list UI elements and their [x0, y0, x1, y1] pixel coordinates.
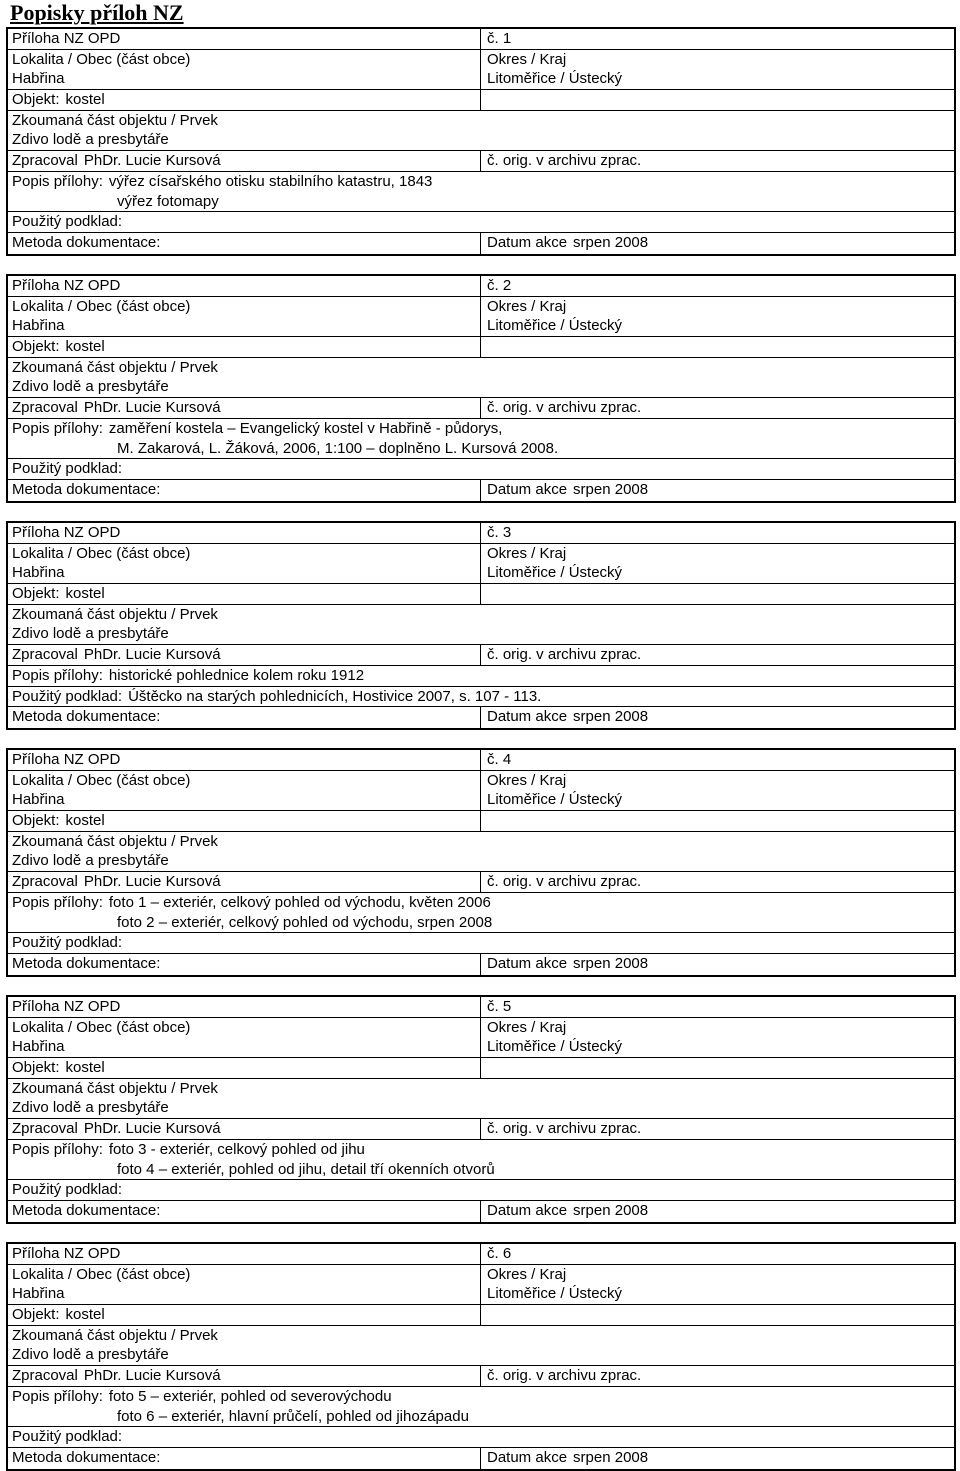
orig-label: č. orig. v archivu zprac.	[487, 399, 642, 417]
row-objekt	[8, 1305, 954, 1326]
row-prvek	[8, 605, 954, 645]
popis-value: foto 5 – exteriér, pohled od severovýchodu	[108, 1387, 392, 1405]
objekt-value: kostel	[65, 1059, 105, 1077]
objekt-value: kostel	[65, 338, 105, 356]
column-divider	[480, 584, 481, 604]
okres-label: Okres / Kraj	[487, 771, 567, 789]
row-lokalita	[8, 1018, 954, 1058]
popis-value: výřez císařského otisku stabilního katastru, 1843	[108, 172, 433, 190]
lokalita-label: Lokalita / Obec (část obce)	[12, 1265, 191, 1283]
okres-cell	[487, 297, 622, 336]
row-metoda	[8, 954, 954, 975]
objekt-value: kostel	[65, 585, 105, 603]
datum-cell	[487, 233, 648, 253]
zpracoval-cell	[12, 872, 221, 892]
row-objekt	[8, 337, 954, 358]
metoda-label: Metoda dokumentace:	[12, 1201, 161, 1219]
row-lokalita	[8, 50, 954, 90]
metoda-label: Metoda dokumentace:	[12, 480, 161, 498]
popis-line2: výřez fotomapy	[117, 192, 219, 210]
row-priloha	[8, 750, 954, 771]
zpracoval-cell	[12, 398, 221, 418]
prvek-cell	[12, 832, 218, 871]
zpracoval-cell	[12, 151, 221, 171]
datum-value: srpen 2008	[573, 708, 649, 726]
row-popis	[8, 1140, 954, 1180]
datum-label: Datum akce	[487, 233, 568, 251]
zpracoval	[12, 646, 221, 663]
zpracoval-value: PhDr. Lucie Kursová	[83, 873, 221, 891]
column-divider	[480, 997, 481, 1017]
okres-value: Litoměřice / Ústecký	[487, 791, 623, 809]
zpracoval-label: Zpracoval	[12, 152, 78, 170]
popis-line2: M. Zakarová, L. Žáková, 2006, 1:100 – doplněno L. Kursová 2008.	[117, 439, 559, 457]
column-divider	[480, 1119, 481, 1139]
popis	[12, 1388, 392, 1405]
datum-cell	[487, 1448, 648, 1468]
row-podklad	[8, 933, 954, 954]
page-title: Popisky příloh NZ	[10, 0, 184, 25]
zpracoval-label: Zpracoval	[12, 1367, 78, 1385]
obec-value: Habřina	[12, 564, 65, 582]
prvek-cell	[12, 358, 218, 397]
datum-label: Datum akce	[487, 954, 568, 972]
row-popis	[8, 893, 954, 933]
lokalita-cell	[12, 1265, 190, 1304]
priloha-label: Příloha NZ OPD	[12, 1245, 121, 1262]
popis-cell	[12, 419, 558, 458]
lokalita-label: Lokalita / Obec (část obce)	[12, 297, 191, 315]
okres-value: Litoměřice / Ústecký	[487, 564, 623, 582]
metoda-label: Metoda dokumentace:	[12, 233, 161, 251]
lokalita-label: Lokalita / Obec (část obce)	[12, 1018, 191, 1036]
attachment-block	[6, 1242, 956, 1471]
prvek-value: Zdivo lodě a presbytáře	[12, 852, 169, 870]
okres-value: Litoměřice / Ústecký	[487, 70, 623, 88]
row-zpracoval	[8, 1119, 954, 1140]
priloha-number: č. 5	[487, 998, 512, 1015]
orig-label: č. orig. v archivu zprac.	[487, 873, 642, 891]
zpracoval	[12, 152, 221, 169]
obec-value: Habřina	[12, 317, 65, 335]
lokalita-cell	[12, 544, 190, 583]
zpracoval-value: PhDr. Lucie Kursová	[83, 152, 221, 170]
zpracoval	[12, 399, 221, 416]
column-divider	[480, 276, 481, 296]
column-divider	[480, 523, 481, 543]
attachment-block	[6, 748, 956, 977]
popis-value: foto 3 - exteriér, celkový pohled od jihu	[108, 1140, 365, 1158]
popis-cell	[12, 1387, 469, 1426]
podklad	[12, 934, 122, 951]
datum-value: srpen 2008	[573, 233, 649, 251]
popis-cell	[12, 172, 432, 211]
row-zpracoval	[8, 645, 954, 666]
podklad-cell	[12, 1180, 122, 1200]
objekt	[12, 1059, 105, 1076]
obec-value: Habřina	[12, 791, 65, 809]
row-objekt	[8, 584, 954, 605]
podklad	[12, 460, 122, 477]
column-divider	[480, 811, 481, 831]
datum-value: srpen 2008	[573, 954, 649, 972]
metoda-label: Metoda dokumentace:	[12, 708, 161, 726]
objekt-label: Objekt:	[12, 338, 60, 356]
popis	[12, 420, 502, 437]
objekt-label: Objekt:	[12, 812, 60, 830]
row-zpracoval	[8, 151, 954, 172]
priloha-label: Příloha NZ OPD	[12, 751, 121, 768]
lokalita-label: Lokalita / Obec (část obce)	[12, 50, 191, 68]
row-objekt	[8, 1058, 954, 1079]
objekt-cell	[12, 1305, 105, 1325]
zpracoval-label: Zpracoval	[12, 646, 78, 664]
popis-value: zaměření kostela – Evangelický kostel v Habřině - půdorys,	[108, 419, 503, 437]
column-divider	[480, 29, 481, 49]
okres-cell	[487, 1018, 622, 1057]
priloha-number: č. 4	[487, 751, 512, 768]
zpracoval	[12, 873, 221, 890]
objekt	[12, 585, 105, 602]
zpracoval-value: PhDr. Lucie Kursová	[83, 1120, 221, 1138]
prvek-value: Zdivo lodě a presbytáře	[12, 1099, 169, 1117]
objekt-value: kostel	[65, 1306, 105, 1324]
row-prvek	[8, 832, 954, 872]
datum-cell	[487, 1201, 648, 1221]
podklad-label: Použitý podklad:	[12, 213, 123, 231]
popis-label: Popis přílohy:	[12, 1387, 103, 1405]
okres-label: Okres / Kraj	[487, 1018, 567, 1036]
objekt-value: kostel	[65, 91, 105, 109]
okres-value: Litoměřice / Ústecký	[487, 317, 623, 335]
priloha-label: Příloha NZ OPD	[12, 30, 121, 47]
podklad	[12, 1181, 122, 1198]
priloha-number: č. 2	[487, 277, 512, 294]
popis-label: Popis přílohy:	[12, 172, 103, 190]
popis	[12, 173, 432, 190]
priloha-label: Příloha NZ OPD	[12, 524, 121, 541]
row-lokalita	[8, 544, 954, 584]
prvek-label: Zkoumaná část objektu / Prvek	[12, 832, 218, 850]
priloha-number: č. 3	[487, 524, 512, 541]
objekt-label: Objekt:	[12, 585, 60, 603]
objekt	[12, 812, 105, 829]
zpracoval-label: Zpracoval	[12, 873, 78, 891]
priloha-label: Příloha NZ OPD	[12, 277, 121, 294]
row-podklad	[8, 459, 954, 480]
row-objekt	[8, 90, 954, 111]
popis-line2: foto 2 – exteriér, celkový pohled od východu, srpen 2008	[117, 913, 493, 931]
okres-cell	[487, 771, 622, 810]
popis-label: Popis přílohy:	[12, 419, 103, 437]
column-divider	[480, 1058, 481, 1078]
lokalita-cell	[12, 297, 190, 336]
obec-value: Habřina	[12, 70, 65, 88]
prvek-value: Zdivo lodě a presbytáře	[12, 625, 169, 643]
datum-label: Datum akce	[487, 1448, 568, 1466]
zpracoval-cell	[12, 1366, 221, 1386]
popis-cell	[12, 1140, 495, 1179]
column-divider	[480, 398, 481, 418]
objekt-cell	[12, 584, 105, 604]
datum-cell	[487, 707, 648, 727]
row-lokalita	[8, 771, 954, 811]
objekt-value: kostel	[65, 812, 105, 830]
column-divider	[480, 233, 481, 254]
okres-value: Litoměřice / Ústecký	[487, 1285, 623, 1303]
column-divider	[480, 750, 481, 770]
podklad-label: Použitý podklad:	[12, 460, 123, 478]
zpracoval-cell	[12, 1119, 221, 1139]
row-popis	[8, 666, 954, 687]
row-priloha	[8, 523, 954, 544]
zpracoval	[12, 1120, 221, 1137]
zpracoval-label: Zpracoval	[12, 1120, 78, 1138]
row-metoda	[8, 1201, 954, 1222]
okres-cell	[487, 544, 622, 583]
row-metoda	[8, 1448, 954, 1469]
lokalita-label: Lokalita / Obec (část obce)	[12, 544, 191, 562]
prvek-cell	[12, 605, 218, 644]
metoda-label: Metoda dokumentace:	[12, 1448, 161, 1466]
prvek-label: Zkoumaná část objektu / Prvek	[12, 358, 218, 376]
row-podklad	[8, 212, 954, 233]
datum	[487, 481, 648, 498]
objekt-cell	[12, 337, 105, 357]
popis-value: historické pohlednice kolem roku 1912	[108, 666, 365, 684]
podklad-label: Použitý podklad:	[12, 687, 123, 705]
attachment-block	[6, 274, 956, 503]
row-podklad	[8, 1180, 954, 1201]
datum	[487, 955, 648, 972]
attachment-block	[6, 521, 956, 730]
podklad-label: Použitý podklad:	[12, 1181, 123, 1199]
popis-label: Popis přílohy:	[12, 893, 103, 911]
prvek-label: Zkoumaná část objektu / Prvek	[12, 1326, 218, 1344]
objekt	[12, 91, 105, 108]
row-popis	[8, 1387, 954, 1427]
prvek-value: Zdivo lodě a presbytáře	[12, 131, 169, 149]
popis-label: Popis přílohy:	[12, 666, 103, 684]
attachment-block	[6, 27, 956, 256]
popis-cell	[12, 893, 492, 932]
row-priloha	[8, 29, 954, 50]
okres-label: Okres / Kraj	[487, 544, 567, 562]
lokalita-cell	[12, 771, 190, 810]
prvek-label: Zkoumaná část objektu / Prvek	[12, 111, 218, 129]
column-divider	[480, 1265, 481, 1304]
okres-label: Okres / Kraj	[487, 1265, 567, 1283]
datum-value: srpen 2008	[573, 1448, 649, 1466]
row-lokalita	[8, 297, 954, 337]
column-divider	[480, 151, 481, 171]
okres-cell	[487, 1265, 622, 1304]
orig-label: č. orig. v archivu zprac.	[487, 1120, 642, 1138]
podklad	[12, 688, 541, 705]
prvek-cell	[12, 111, 218, 150]
podklad-cell	[12, 687, 541, 707]
objekt-cell	[12, 1058, 105, 1078]
prvek-label: Zkoumaná část objektu / Prvek	[12, 1079, 218, 1097]
zpracoval-value: PhDr. Lucie Kursová	[83, 646, 221, 664]
prvek-cell	[12, 1079, 218, 1118]
row-podklad	[8, 687, 954, 708]
attachment-block	[6, 995, 956, 1224]
objekt-label: Objekt:	[12, 1059, 60, 1077]
row-prvek	[8, 1079, 954, 1119]
column-divider	[480, 645, 481, 665]
row-priloha	[8, 276, 954, 297]
popis-label: Popis přílohy:	[12, 1140, 103, 1158]
column-divider	[480, 50, 481, 89]
objekt	[12, 338, 105, 355]
column-divider	[480, 1448, 481, 1469]
podklad-cell	[12, 459, 122, 479]
row-prvek	[8, 358, 954, 398]
datum-label: Datum akce	[487, 480, 568, 498]
datum	[487, 708, 648, 725]
datum	[487, 1202, 648, 1219]
row-popis	[8, 419, 954, 459]
column-divider	[480, 544, 481, 583]
column-divider	[480, 872, 481, 892]
column-divider	[480, 1305, 481, 1325]
column-divider	[480, 337, 481, 357]
row-zpracoval	[8, 398, 954, 419]
column-divider	[480, 954, 481, 975]
zpracoval-label: Zpracoval	[12, 399, 78, 417]
popis	[12, 1141, 365, 1158]
podklad	[12, 213, 122, 230]
row-priloha	[8, 1244, 954, 1265]
datum-cell	[487, 480, 648, 500]
datum-label: Datum akce	[487, 708, 568, 726]
popis-cell	[12, 666, 364, 686]
objekt-cell	[12, 811, 105, 831]
objekt-label: Objekt:	[12, 91, 60, 109]
column-divider	[480, 1018, 481, 1057]
row-prvek	[8, 111, 954, 151]
zpracoval-value: PhDr. Lucie Kursová	[83, 399, 221, 417]
row-metoda	[8, 707, 954, 728]
okres-label: Okres / Kraj	[487, 50, 567, 68]
metoda-label: Metoda dokumentace:	[12, 954, 161, 972]
row-zpracoval	[8, 872, 954, 893]
orig-label: č. orig. v archivu zprac.	[487, 646, 642, 664]
zpracoval-value: PhDr. Lucie Kursová	[83, 1367, 221, 1385]
column-divider	[480, 1366, 481, 1386]
row-metoda	[8, 480, 954, 501]
datum-value: srpen 2008	[573, 1201, 649, 1219]
priloha-number: č. 6	[487, 1245, 512, 1262]
row-popis	[8, 172, 954, 212]
obec-value: Habřina	[12, 1038, 65, 1056]
popis	[12, 667, 364, 684]
column-divider	[480, 1244, 481, 1264]
column-divider	[480, 480, 481, 501]
obec-value: Habřina	[12, 1285, 65, 1303]
popis-value: foto 1 – exteriér, celkový pohled od východu, květen 2006	[108, 893, 491, 911]
priloha-number: č. 1	[487, 30, 512, 47]
row-objekt	[8, 811, 954, 832]
orig-label: č. orig. v archivu zprac.	[487, 1367, 642, 1385]
datum-label: Datum akce	[487, 1201, 568, 1219]
priloha-label: Příloha NZ OPD	[12, 998, 121, 1015]
podklad-label: Použitý podklad:	[12, 934, 123, 952]
okres-value: Litoměřice / Ústecký	[487, 1038, 623, 1056]
datum-cell	[487, 954, 648, 974]
podklad-label: Použitý podklad:	[12, 1428, 123, 1446]
datum	[487, 234, 648, 251]
lokalita-cell	[12, 1018, 190, 1057]
popis	[12, 894, 491, 911]
podklad	[12, 1428, 122, 1445]
row-priloha	[8, 997, 954, 1018]
lokalita-label: Lokalita / Obec (část obce)	[12, 771, 191, 789]
row-metoda	[8, 233, 954, 254]
podklad-cell	[12, 933, 122, 953]
zpracoval	[12, 1367, 221, 1384]
podklad-cell	[12, 212, 122, 232]
okres-label: Okres / Kraj	[487, 297, 567, 315]
column-divider	[480, 707, 481, 728]
prvek-value: Zdivo lodě a presbytáře	[12, 1346, 169, 1364]
objekt	[12, 1306, 105, 1323]
column-divider	[480, 297, 481, 336]
objekt-cell	[12, 90, 105, 110]
prvek-label: Zkoumaná část objektu / Prvek	[12, 605, 218, 623]
zpracoval-cell	[12, 645, 221, 665]
objekt-label: Objekt:	[12, 1306, 60, 1324]
row-lokalita	[8, 1265, 954, 1305]
row-zpracoval	[8, 1366, 954, 1387]
column-divider	[480, 1201, 481, 1222]
datum-value: srpen 2008	[573, 480, 649, 498]
popis-line2: foto 4 – exteriér, pohled od jihu, detail tří okenních otvorů	[117, 1160, 495, 1178]
podklad-cell	[12, 1427, 122, 1447]
lokalita-cell	[12, 50, 190, 89]
okres-cell	[487, 50, 622, 89]
prvek-cell	[12, 1326, 218, 1365]
podklad-value: Úštěcko na starých pohlednicích, Hostivice 2007, s. 107 - 113.	[128, 687, 542, 705]
orig-label: č. orig. v archivu zprac.	[487, 152, 642, 170]
row-podklad	[8, 1427, 954, 1448]
prvek-value: Zdivo lodě a presbytáře	[12, 378, 169, 396]
datum	[487, 1449, 648, 1466]
column-divider	[480, 771, 481, 810]
column-divider	[480, 90, 481, 110]
row-prvek	[8, 1326, 954, 1366]
popis-line2: foto 6 – exteriér, hlavní průčelí, pohled od jihozápadu	[117, 1407, 469, 1425]
